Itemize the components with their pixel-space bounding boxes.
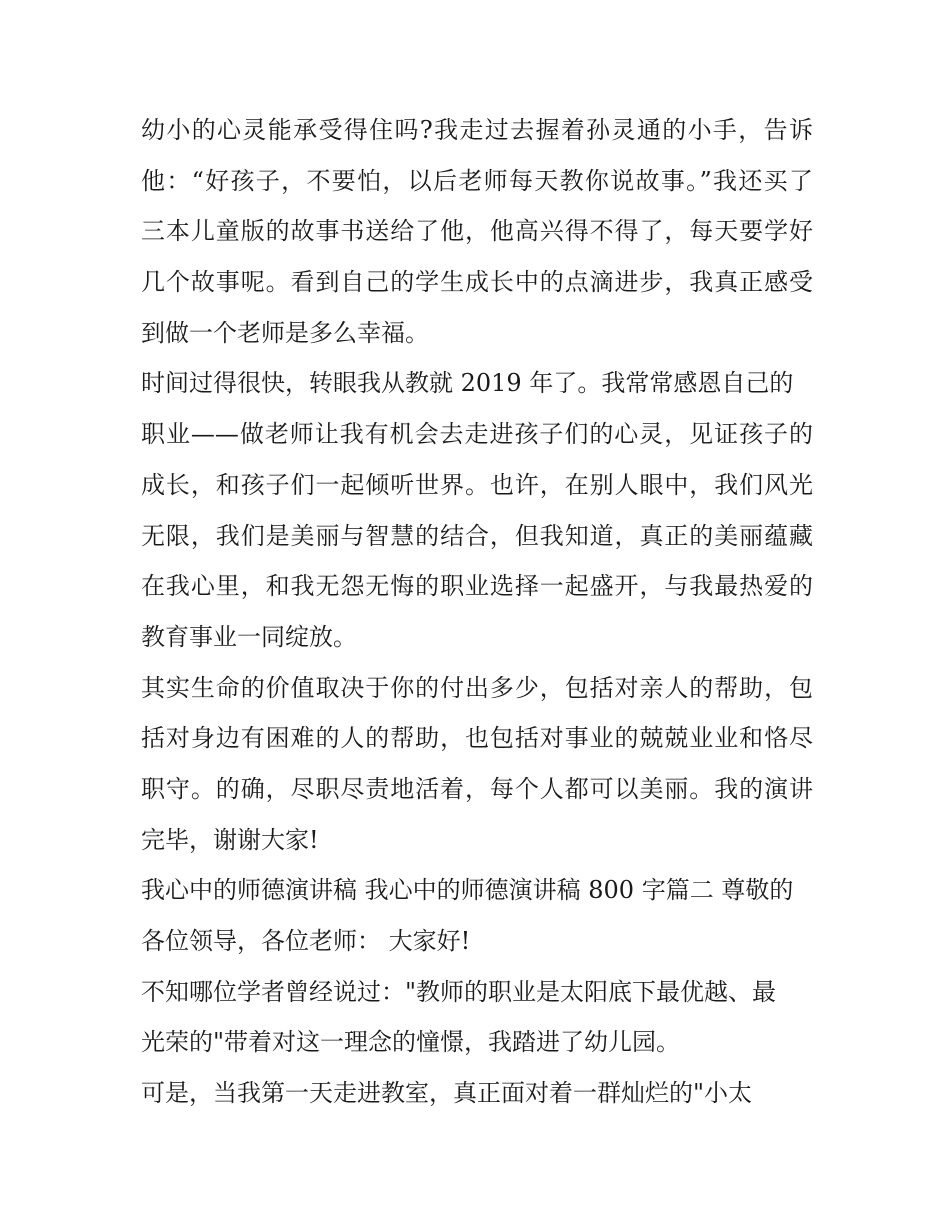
paragraph-2 (141, 358, 813, 662)
paragraph-4 (141, 865, 813, 966)
paragraph-1 (141, 105, 813, 358)
text-line: 不知哪位学者曾经说过："教师的职业是太阳底下最优越、最 (141, 977, 777, 1006)
paragraph-3 (141, 663, 813, 866)
text-line: 三本儿童版的故事书送给了他，他高兴得不得了，每天要学好 (141, 217, 813, 246)
text-line: 他：“好孩子，不要怕，以后老师每天教你说故事。”我还买了 (141, 166, 813, 195)
text-line: 括对身边有困难的人的帮助，也包括对事业的兢兢业业和恪尽 (141, 724, 813, 753)
text-line: 光荣的"带着对这一理念的憧憬，我踏进了幼儿园。 (141, 1028, 681, 1057)
text-line: 职守。的确，尽职尽责地活着，每个人都可以美丽。我的演讲 (141, 774, 813, 803)
text-line: 成长，和孩子们一起倾听世界。也许，在别人眼中，我们风光 (141, 470, 813, 499)
text-line: 完毕，谢谢大家! (141, 825, 319, 854)
text-line: 时间过得很快，转眼我从教就 2019 年了。我常常感恩自己的 (141, 369, 794, 398)
text-line: 各位领导，各位老师： 大家好! (141, 927, 471, 955)
text-line: 可是，当我第一天走进教室，真正面对着一群灿烂的"小太 (141, 1079, 753, 1108)
text-line: 我心中的师德演讲稿 我心中的师德演讲稿 800 字篇二 尊敬的 (141, 876, 794, 905)
text-line: 几个故事呢。看到自己的学生成长中的点滴进步，我真正感受 (141, 268, 813, 297)
text-line: 职业——做老师让我有机会去走进孩子们的心灵，见证孩子的 (141, 420, 813, 449)
text-line: 教育事业一同绽放。 (141, 622, 357, 651)
document-body (141, 105, 813, 1119)
text-line: 在我心里，和我无怨无悔的职业选择一起盛开，与我最热爱的 (141, 572, 813, 601)
text-line: 无限，我们是美丽与智慧的结合，但我知道，真正的美丽蕴藏 (141, 521, 813, 550)
text-line: 其实生命的价值取决于你的付出多少，包括对亲人的帮助，包 (141, 673, 813, 702)
paragraph-6 (141, 1068, 813, 1119)
paragraph-5 (141, 967, 813, 1068)
text-line: 到做一个老师是多么幸福。 (141, 318, 429, 347)
text-line: 幼小的心灵能承受得住吗?我走过去握着孙灵通的小手，告诉 (141, 116, 813, 144)
